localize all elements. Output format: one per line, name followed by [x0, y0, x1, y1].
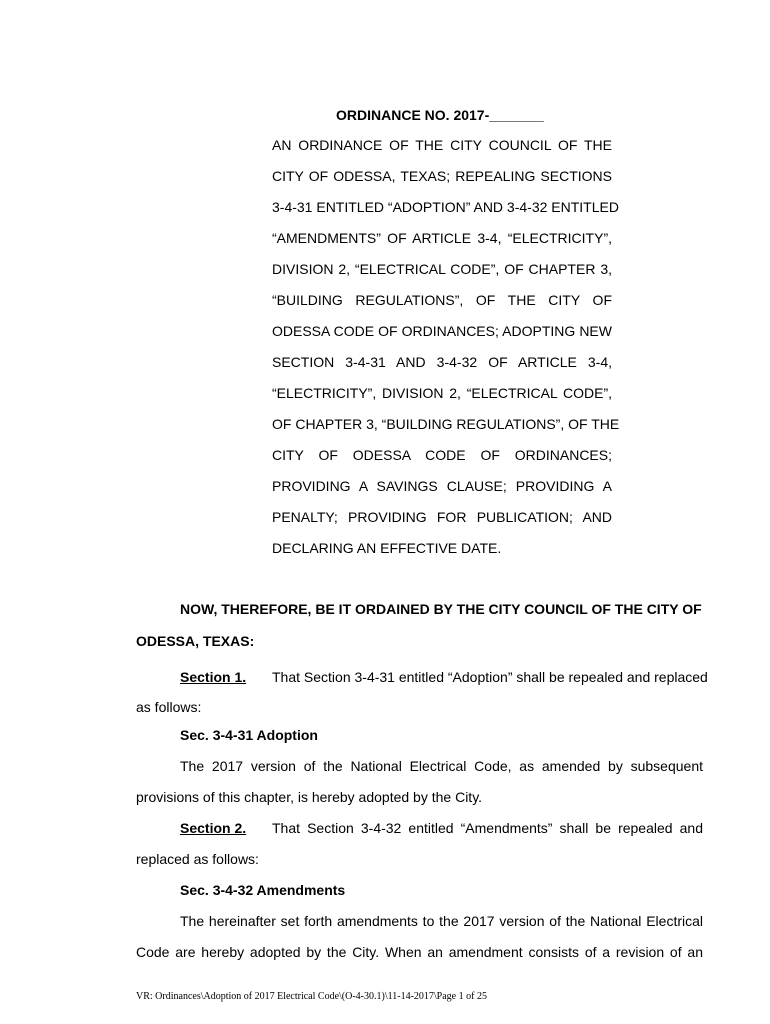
ordinance-title: ORDINANCE NO. 2017-_______ — [336, 107, 544, 123]
section-2-text-continued: replaced as follows: — [136, 851, 259, 867]
caption-line: OF CHAPTER 3, “BUILDING REGULATIONS”, OF THE — [272, 416, 620, 432]
caption-line: 3-4-31 ENTITLED “ADOPTION” AND 3-4-32 ENTITLED — [272, 199, 619, 215]
caption-line: DECLARING AN EFFECTIVE DATE. — [272, 540, 502, 556]
caption-line: AN ORDINANCE OF THE CITY COUNCIL OF THE — [272, 137, 612, 153]
caption-line: “ELECTRICITY”, DIVISION 2, “ELECTRICAL CODE”, — [272, 385, 612, 401]
section-1-text-continued: as follows: — [136, 699, 202, 715]
sec-3-4-31-heading: Sec. 3-4-31 Adoption — [180, 727, 318, 743]
sec-3-4-31-text-line-1: The 2017 version of the National Electrical Code, as amended by subsequent — [180, 758, 703, 774]
section-2-label: Section 2. — [180, 820, 247, 836]
caption-line: SECTION 3-4-31 AND 3-4-32 OF ARTICLE 3-4, — [272, 354, 612, 370]
caption-line: “AMENDMENTS” OF ARTICLE 3-4, “ELECTRICITY”, — [272, 230, 612, 246]
sec-3-4-32-text-line-1: The hereinafter set forth amendments to the 2017 version of the National Electrical — [180, 913, 703, 929]
ordained-clause-line-1: NOW, THEREFORE, BE IT ORDAINED BY THE CITY COUNCIL OF THE CITY OF — [180, 601, 702, 617]
caption-line: ODESSA CODE OF ORDINANCES; ADOPTING NEW — [272, 323, 612, 339]
ordained-clause-line-2: ODESSA, TEXAS: — [136, 633, 255, 649]
caption-line: “BUILDING REGULATIONS”, OF THE CITY OF — [272, 292, 612, 308]
caption-line: PROVIDING A SAVINGS CLAUSE; PROVIDING A — [272, 478, 612, 494]
sec-3-4-31-text-line-2: provisions of this chapter, is hereby adopted by the City. — [136, 789, 483, 805]
page-footer: VR: Ordinances\Adoption of 2017 Electrical Code\(O-4-30.1)\11-14-2017\Page 1 of 25 — [136, 991, 487, 1002]
caption-line: CITY OF ODESSA CODE OF ORDINANCES; — [272, 447, 612, 463]
caption-line: CITY OF ODESSA, TEXAS; REPEALING SECTIONS — [272, 168, 612, 184]
section-2-text: That Section 3-4-32 entitled “Amendments” shall be repealed and — [272, 820, 703, 836]
section-1-text: That Section 3-4-31 entitled “Adoption” shall be repealed and replaced — [272, 669, 708, 685]
section-1-label: Section 1. — [180, 669, 247, 685]
caption-line: DIVISION 2, “ELECTRICAL CODE”, OF CHAPTER 3, — [272, 261, 612, 277]
sec-3-4-32-heading: Sec. 3-4-32 Amendments — [180, 882, 346, 898]
sec-3-4-32-text-line-2: Code are hereby adopted by the City. When an amendment consists of a revision of an — [136, 944, 703, 960]
caption-line: PENALTY; PROVIDING FOR PUBLICATION; AND — [272, 509, 612, 525]
